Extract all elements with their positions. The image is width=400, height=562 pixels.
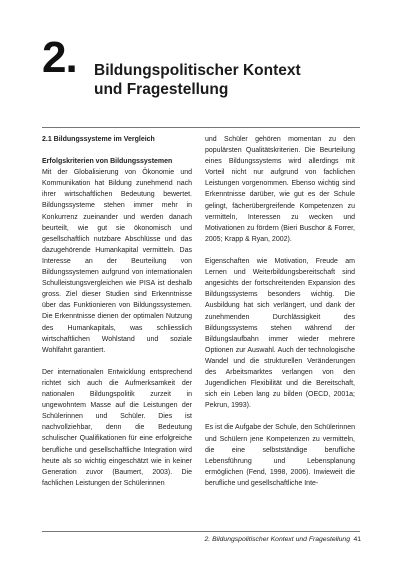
page-number: 41 — [353, 536, 361, 543]
header-divider — [42, 127, 360, 128]
subheading: Erfolgskriterien von Bildungssystemen — [42, 158, 173, 166]
chapter-title-line1: Bildungspolitischer Kontext — [94, 62, 301, 79]
section-heading: 2.1 Bildungssysteme im Vergleich — [42, 136, 155, 143]
paragraph: und Schüler gehören momentan zu den populärsten Qualitätskriterien. Die Beurteilung eines Bildungssystems wird allerdings mit Vorteil nicht nur aufgrund von fachlichen Leistungen vorgenommen. Ebenso wichtig sind Erkenntnisse darüber, wie gut es der Schule gelingt, fächerübergreifende Kompetenzen zu vermitteln, Interessen zu wecken und Motivationen zu fördern (Bieri Buschor & Forrer, 2005; Krapp & Ryan, 2002). — [205, 136, 355, 243]
left-column — [42, 134, 192, 489]
right-column — [205, 134, 355, 489]
paragraph: Mit der Globalisierung von Ökonomie und Kommunikation hat Bildung zunehmend nach ihrer wirtschaftlichen Bedeutung bewertet. Bildungssysteme stehen immer mehr in Konkurrenz zueinander und werden danach beurteilt, wie gut sie ökonomisch und gesellschaftlich nutzbare Abschlüsse und das dazugehörende Humankapital vermitteln. Das Interesse an der Beurteilung von Bildungssystemen aufgrund von internationalen Schulleistungsvergleichen wie PISA ist deshalb gross. Ziel dieser Studien sind Erkenntnisse über das Funktionieren von Bildungssystemen. Die Erkenntnisse dienen der optimalen Nutzung des Humankapitals, was schliesslich wirtschaftlichen Wohlstand und soziale Wohlfahrt garantiert. — [42, 169, 192, 354]
paragraph: Eigenschaften wie Motivation, Freude am Lernen und Weiterbildungsbereitschaft sind angesichts der fortschreitenden Expansion des Bildungssystems besonders wichtig. Die Ausbildung hat sich verlängert, und dank der zunehmenden Durchlässigkeit des Bildungssystems stehen während der Bildungslaufbahn immer wieder mehrere Optionen zur Auswahl. Auch der technologische Wandel und die strukturellen Veränderungen des Arbeitsmarktes verlangen von den Jugendlichen Flexibilität und die Bereitschaft, sich ein Leben lang zu bilden (OECD, 2001a; Pekrun, 1993). — [205, 258, 355, 410]
footer-divider — [42, 531, 360, 532]
running-footer-title: 2. Bildungspolitischer Kontext und Fragestellung — [204, 536, 350, 543]
paragraph: Der internationalen Entwicklung entsprechend richtet sich auch die Aufmerksamkeit der nationalen Bildungspolitik zurzeit in ungewohntem Masse auf die Leistungen der Schülerinnen und Schüler. Dies ist nachvollziehbar, denn die Bedeutung schulischer Qualifikationen für eine erfolgreiche berufliche und gesellschaftliche Integration wird heute als so wichtig eingeschätzt wie in keiner Generation zuvor (Baumert, 2003). Die fachlichen Leistungen der Schülerinnen — [42, 368, 192, 487]
paragraph: Es ist die Aufgabe der Schule, den Schülerinnen und Schülern jene Kompetenzen zu vermitteln, die eine selbstständige berufliche Lebensführung und Lebensplanung ermöglichen (Fend, 1998, 2006). Inwieweit die berufliche und gesellschaftliche Inte- — [205, 424, 355, 487]
chapter-number: 2. — [42, 33, 77, 82]
chapter-title-line2: und Fragestellung — [94, 81, 229, 98]
chapter-title — [94, 61, 301, 99]
